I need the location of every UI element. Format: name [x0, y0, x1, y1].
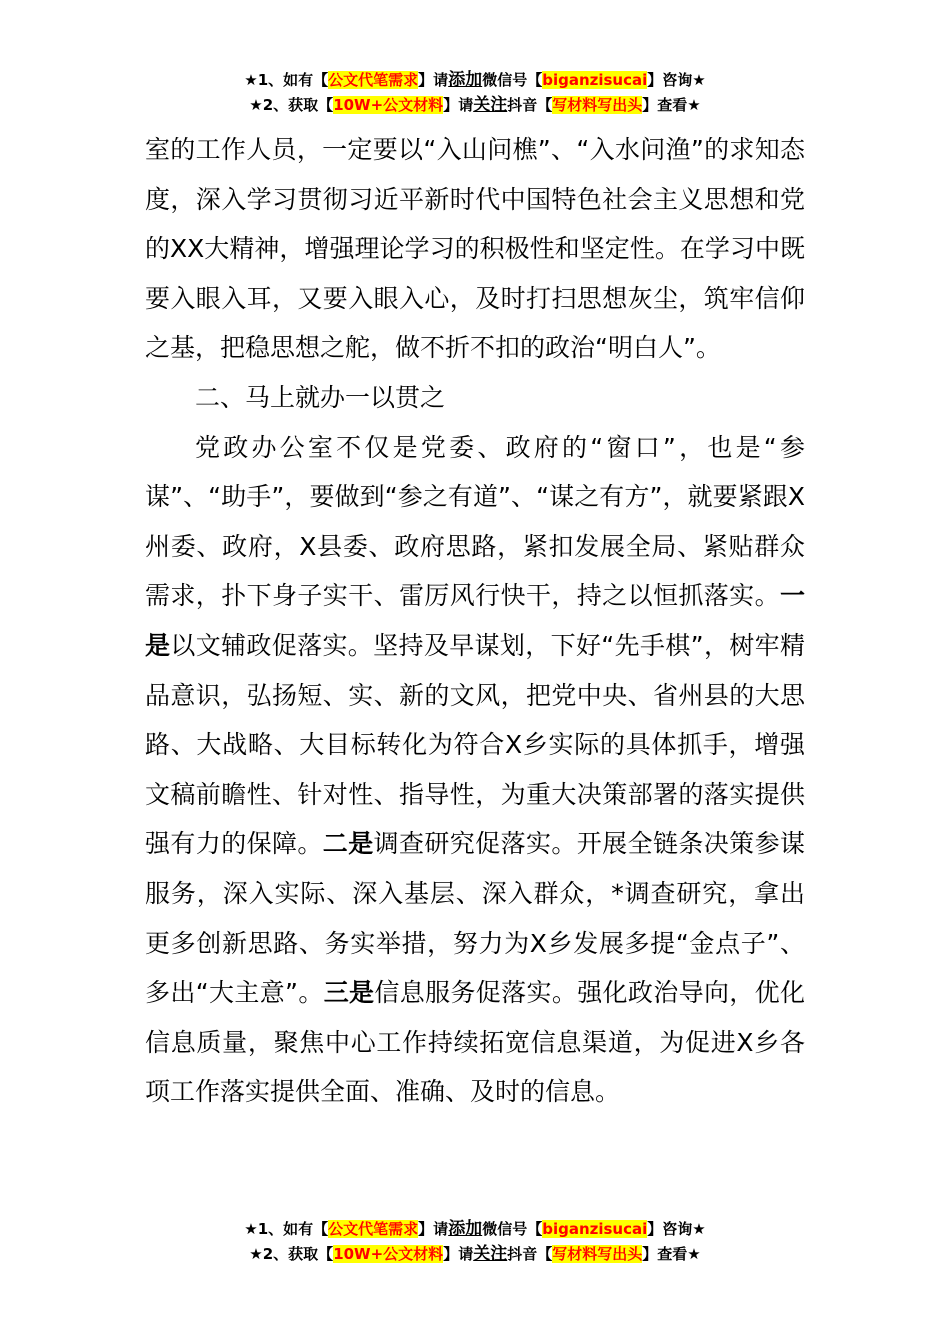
footer-line-1: ★1、如有【公文代笔需求】请添加微信号【biganzisucai】咨询★: [244, 1219, 706, 1239]
banner-line-1: ★1、如有【公文代笔需求】请添加微信号【biganzisucai】咨询★: [244, 70, 706, 90]
section-heading-2: 二、马上就办一以贯之: [195, 382, 446, 412]
header-banner: [0, 68, 950, 118]
paragraph-2: 党政办公室不仅是党委、政府的“窗口”，也是“参谋”、“助手”，要做到“参之有道”、“谋之有方”，就要紧跟X州委、政府，X县委、政府思路，紧扣发展全局、紧贴群众需求，扑下身子实干、雷厉风行快干，持之以恒抓落实。一是以文辅政促落实。坚持及早谋划，下好“先手棋”，树牢精品意识，弘扬短、实、新的文风，把党中央、省州县的大思路、大战略、大目标转化为符合X乡实际的具体抓手，增强文稿前瞻性、针对性、指导性，为重大决策部署的落实提供强有力的保障。二是调查研究促落实。开展全链条决策参谋服务，深入实际、深入基层、深入群众，*调查研究，拿出更多创新思路、务实举措，努力为X乡发展多提“金点子”、多出“大主意”。三是信息服务促落实。强化政治导向，优化信息质量，聚焦中心工作持续拓宽信息渠道，为促进X乡各项工作落实提供全面、准确、及时的信息。: [145, 432, 805, 1107]
banner-line-2: ★2、获取【10W+公文材料】请关注抖音【写材料写出头】查看★: [249, 95, 701, 115]
paragraph-1: 室的工作人员，一定要以“入山问樵”、“入水问渔”的求知态度，深入学习贯彻习近平新时代中国特色社会主义思想和党的XX大精神，增强理论学习的积极性和坚定性。在学习中既要入眼入耳，又要入眼入心，及时打扫思想灰尘，筑牢信仰之基，把稳思想之舵，做不折不扣的政治“明白人”。: [145, 135, 805, 363]
footer-banner: [0, 1217, 950, 1267]
footer-line-2: ★2、获取【10W+公文材料】请关注抖音【写材料写出头】查看★: [249, 1244, 701, 1264]
document-body: [145, 125, 805, 1117]
